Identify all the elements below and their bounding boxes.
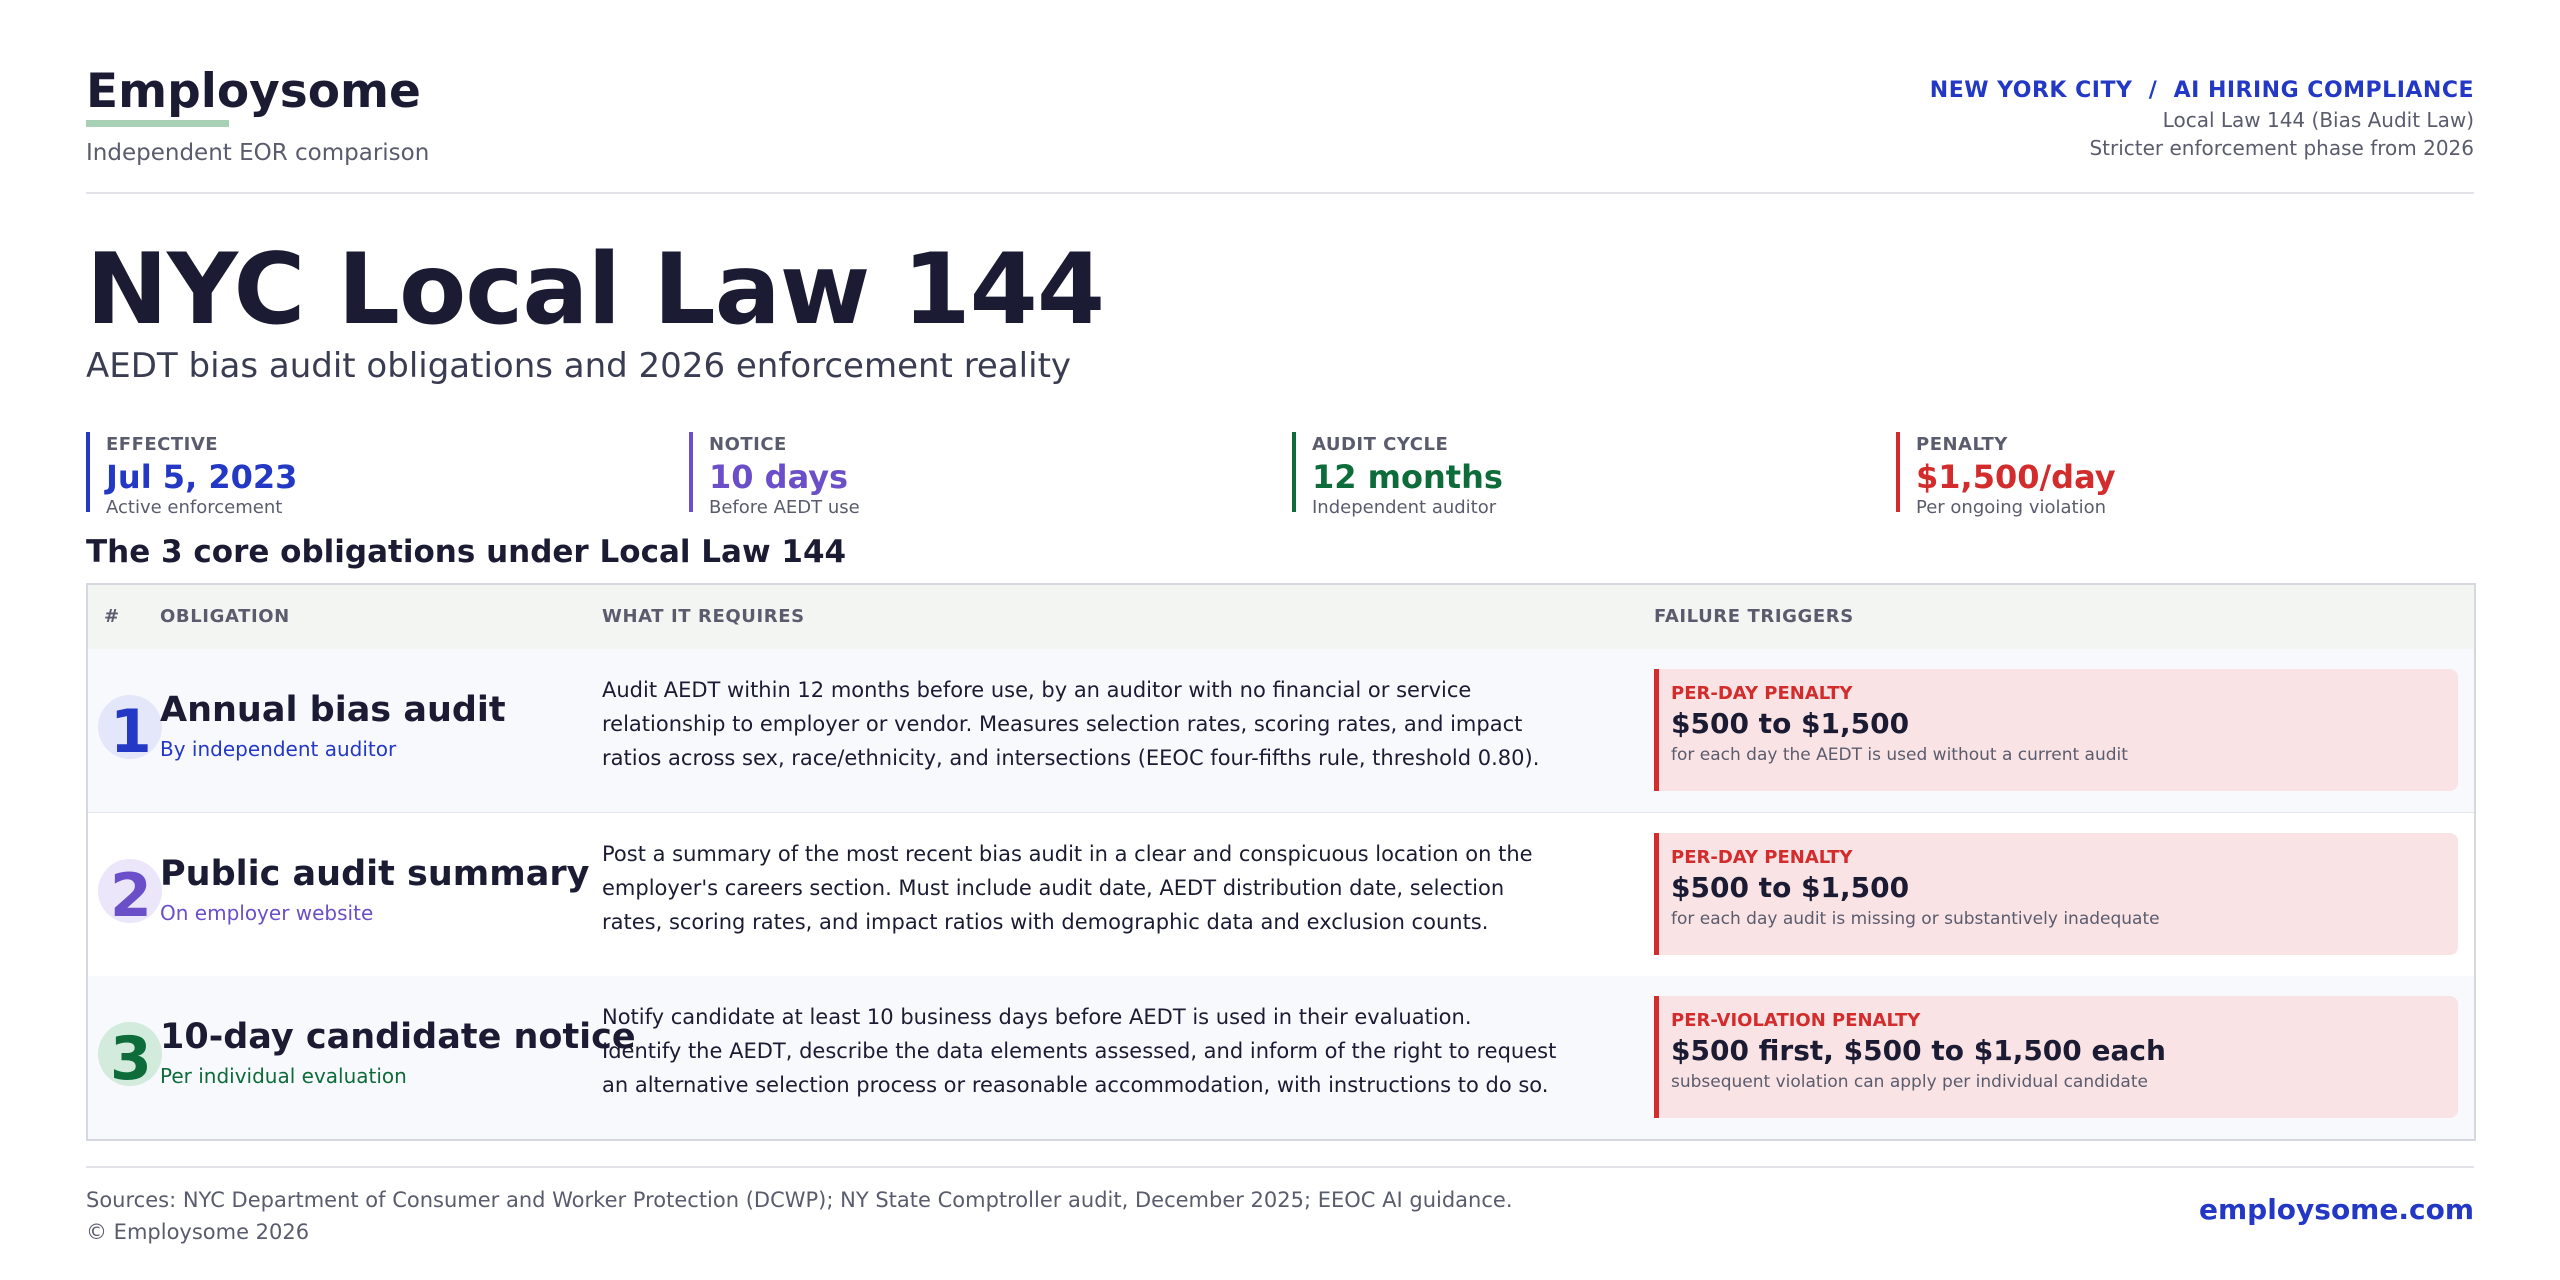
sources-text: Sources: NYC Department of Consumer and Worker Protection (DCWP); NY State Comptroller audit, December 2025; EEOC AI guidance. <box>86 1188 1513 1212</box>
obligation-subtitle: By independent auditor <box>160 737 397 761</box>
requirement-text <box>602 1000 1612 1102</box>
header-triggers: FAILURE TRIGGERS <box>1654 606 1854 627</box>
header-obligation: OBLIGATION <box>160 606 290 627</box>
stat-label: AUDIT CYCLE <box>1312 434 1449 455</box>
header-meta <box>1930 76 2474 162</box>
requirement-line: Identify the AEDT, describe the data elements assessed, and inform of the right to request <box>602 1039 1557 1063</box>
trigger-note: subsequent violation can apply per individual candidate <box>1671 1072 2148 1092</box>
obligation-title: Public audit summary <box>160 854 590 894</box>
requirement-text <box>602 837 1612 939</box>
obligation-subtitle: On employer website <box>160 901 374 925</box>
stat-audit-cycle <box>1292 432 1503 518</box>
stat-value: 12 months <box>1312 458 1503 496</box>
brand-tagline: Independent EOR comparison <box>86 140 430 166</box>
stat-value: 10 days <box>709 458 849 496</box>
row-number: 1 <box>110 697 152 767</box>
requirement-line: rates, scoring rates, and impact ratios with demographic data and exclusion counts. <box>602 910 1489 934</box>
stat-label: NOTICE <box>709 434 787 455</box>
table-header <box>88 585 2474 650</box>
trigger-note: for each day audit is missing or substantively inadequate <box>1671 909 2160 929</box>
requirement-line: Notify candidate at least 10 business days before AEDT is used in their evaluation. <box>602 1005 1472 1029</box>
stat-note: Active enforcement <box>106 497 283 518</box>
stat-note: Independent auditor <box>1312 497 1497 518</box>
failure-trigger-card <box>1654 833 2458 955</box>
requirement-line: an alternative selection process or reasonable accommodation, with instructions to do so. <box>602 1073 1549 1097</box>
requirement-text <box>602 673 1612 775</box>
requirement-line: Audit AEDT within 12 months before use, by an auditor with no financial or service <box>602 678 1472 702</box>
header-phase: Stricter enforcement phase from 2026 <box>2089 136 2474 160</box>
site-link[interactable]: employsome.com <box>2198 1193 2474 1226</box>
footer-sources <box>86 1184 1513 1248</box>
table-row <box>88 813 2474 976</box>
stat-notice <box>689 432 860 518</box>
row-number: 2 <box>110 861 152 931</box>
trigger-amount: $500 first, $500 to $1,500 each <box>1671 1034 2166 1067</box>
requirement-line: relationship to employer or vendor. Measures selection rates, scoring rates, and impact <box>602 712 1523 736</box>
stat-effective <box>86 432 298 518</box>
trigger-label: PER-DAY PENALTY <box>1671 847 1853 868</box>
footer-divider <box>86 1166 2474 1168</box>
obligation-subtitle: Per individual evaluation <box>160 1064 407 1088</box>
header-num: # <box>104 606 120 627</box>
trigger-label: PER-DAY PENALTY <box>1671 683 1853 704</box>
table-row <box>88 649 2474 813</box>
stat-note: Per ongoing violation <box>1916 497 2107 518</box>
stat-label: EFFECTIVE <box>106 434 219 455</box>
header-law-name: Local Law 144 (Bias Audit Law) <box>2162 108 2474 132</box>
trigger-label: PER-VIOLATION PENALTY <box>1671 1010 1921 1031</box>
page <box>86 0 2474 1280</box>
stat-note: Before AEDT use <box>709 497 860 518</box>
table-row <box>88 976 2474 1139</box>
trigger-amount: $500 to $1,500 <box>1671 871 1910 904</box>
row-number: 3 <box>110 1024 152 1094</box>
brand-logo: Employsome <box>86 64 421 119</box>
stat-penalty <box>1896 432 2116 518</box>
page-title: NYC Local Law 144 <box>86 233 1105 347</box>
section-title: The 3 core obligations under Local Law 144 <box>86 534 847 570</box>
failure-trigger-card <box>1654 996 2458 1118</box>
requirement-line: ratios across sex, race/ethnicity, and intersections (EEOC four-fifths rule, threshold 0.80). <box>602 746 1540 770</box>
stat-value: $1,500/day <box>1916 458 2116 496</box>
trigger-amount: $500 to $1,500 <box>1671 707 1910 740</box>
header-divider <box>86 192 2474 194</box>
header-requires: WHAT IT REQUIRES <box>602 606 805 627</box>
trigger-note: for each day the AEDT is used without a current audit <box>1671 745 2128 765</box>
stat-label: PENALTY <box>1916 434 2008 455</box>
brand-underline <box>86 120 229 127</box>
requirement-line: employer's careers section. Must include audit date, AEDT distribution date, selection <box>602 876 1505 900</box>
requirement-line: Post a summary of the most recent bias audit in a clear and conspicuous location on the <box>602 842 1533 866</box>
obligations-table <box>86 583 2476 1141</box>
copyright-text: © Employsome 2026 <box>86 1220 310 1244</box>
page-subtitle: AEDT bias audit obligations and 2026 enforcement reality <box>86 346 1072 386</box>
obligation-title: 10-day candidate notice <box>160 1017 636 1057</box>
failure-trigger-card <box>1654 669 2458 791</box>
stat-value: Jul 5, 2023 <box>106 458 298 496</box>
obligation-title: Annual bias audit <box>160 690 506 730</box>
header-kicker: NEW YORK CITY / AI HIRING COMPLIANCE <box>1929 78 2474 103</box>
